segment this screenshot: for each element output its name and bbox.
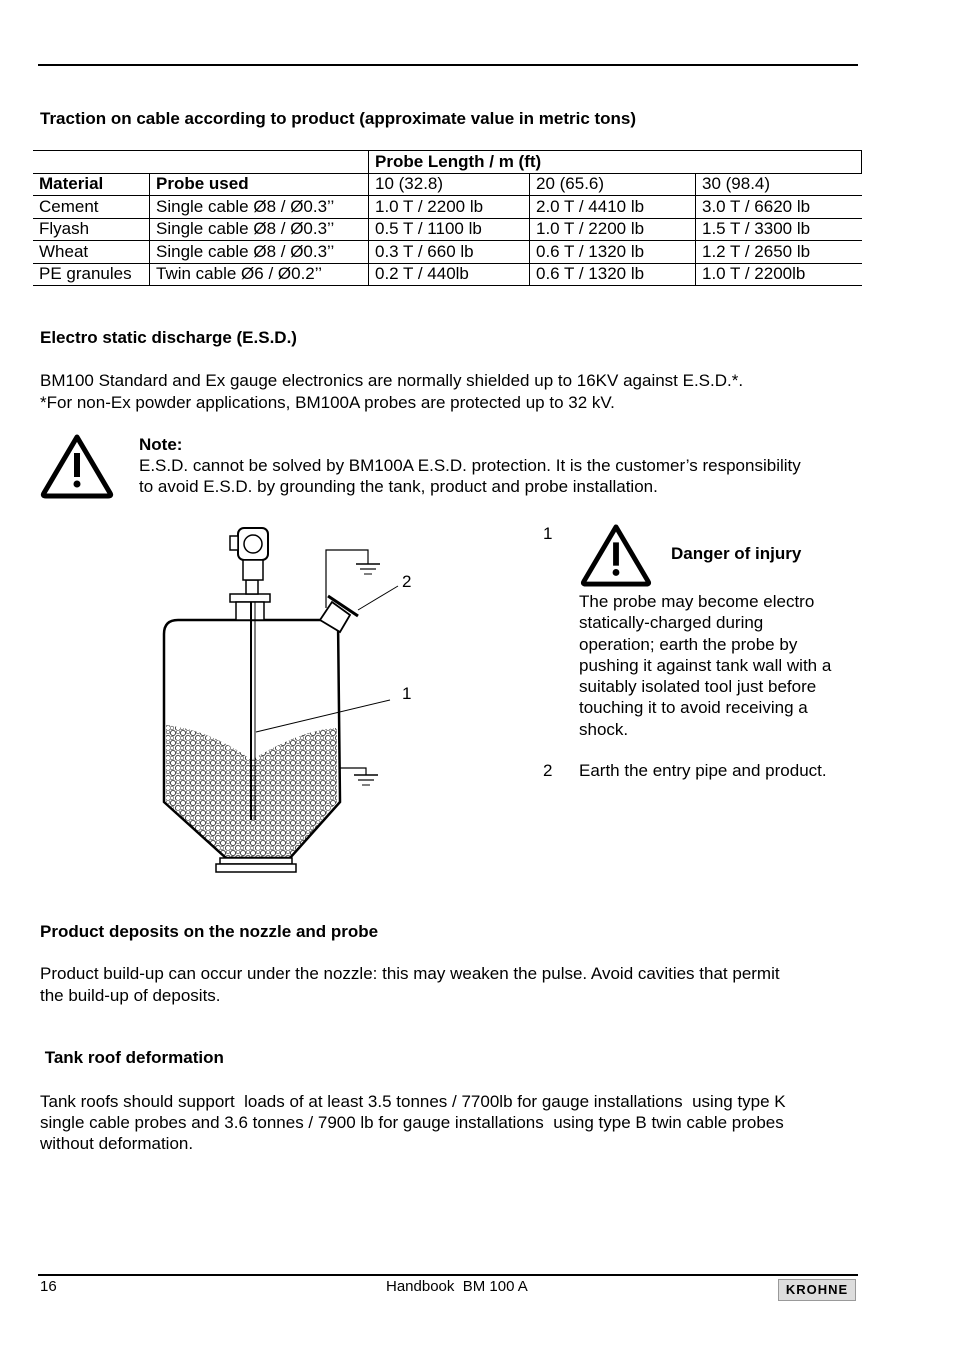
table-group-header: Probe Length / m (ft) (369, 151, 862, 174)
top-rule (38, 64, 858, 66)
table-cell: Twin cable Ø6 / Ø0.2’’ (150, 263, 369, 286)
table-cell: 1.2 T / 2650 lb (696, 241, 862, 264)
section-title-roof: Tank roof deformation (40, 1048, 224, 1067)
figure-callout-2: 2 (402, 572, 412, 591)
section-title-deposits: Product deposits on the nozzle and probe (40, 922, 379, 941)
table-header-cell: 10 (32.8) (369, 173, 530, 196)
table-row (33, 241, 862, 264)
roof-text-line2: single cable probes and 3.6 tonnes / 7900 lb for gauge installations using type B twin cable probes (40, 1113, 784, 1132)
note-label: Note: (139, 435, 183, 454)
legend-item1-number: 1 (543, 524, 553, 543)
table-cell: 0.2 T / 440lb (369, 263, 530, 286)
table-cell: 1.0 T / 2200lb (696, 263, 862, 286)
note-text-line2: to avoid E.S.D. by grounding the tank, product and probe installation. (139, 477, 658, 496)
section-title-esd: Electro static discharge (E.S.D.) (40, 328, 297, 347)
table-row (33, 263, 862, 286)
krohne-logo: KROHNE (778, 1279, 856, 1301)
bottom-flange (220, 858, 292, 864)
table-header-cell: Probe used (150, 173, 369, 196)
table-header-cell: 20 (65.6) (530, 173, 696, 196)
traction-table (33, 150, 862, 286)
table-cell: 2.0 T / 4410 lb (530, 196, 696, 219)
table-cell: Single cable Ø8 / Ø0.3’’ (150, 241, 369, 264)
bottom-rule (38, 1274, 858, 1276)
legend-line: The probe may become electro (579, 592, 815, 611)
legend-line: statically-charged during (579, 613, 764, 633)
table-header-cell: Material (33, 173, 150, 196)
table-cell: 0.6 T / 1320 lb (530, 241, 696, 264)
table-cell: PE granules (33, 263, 150, 286)
table-cell: 1.0 T / 2200 lb (369, 196, 530, 219)
section-title-traction: Traction on cable according to product (approximate value in metric tons) (40, 109, 637, 128)
legend-line: suitably isolated tool just before (579, 677, 817, 697)
roof-text-line3: without deformation. (40, 1134, 194, 1153)
legend-line: touching it to avoid receiving a (579, 698, 808, 718)
roof-text-line1: Tank roofs should support loads of at least 3.5 tonnes / 7700lb for gauge installations using type K (40, 1092, 786, 1111)
legend-line: operation; earth the probe by (579, 634, 798, 654)
table-cell: Single cable Ø8 / Ø0.3’’ (150, 218, 369, 241)
esd-text-line2: *For non-Ex powder applications, BM100A probes are protected up to 32 kV. (40, 393, 615, 412)
table-empty-cell (33, 151, 369, 174)
danger-icon (578, 523, 654, 587)
deposits-text-line1: Product build-up can occur under the nozzle: this may weaken the pulse. Avoid cavities that permit (40, 964, 780, 983)
table-cell: Cement (33, 196, 150, 219)
table-header-row (33, 173, 862, 196)
table-header-cell: 30 (98.4) (696, 173, 862, 196)
tank-diagram (150, 520, 430, 882)
legend-line: shock. (579, 719, 629, 739)
table-row (33, 196, 862, 219)
table-group-header-row (33, 151, 862, 174)
table-cell: Flyash (33, 218, 150, 241)
legend-line: pushing it against tank wall with a (579, 655, 832, 675)
table-cell: Wheat (33, 241, 150, 264)
legend-item2-text: Earth the entry pipe and product. (579, 761, 827, 780)
esd-text-line1: BM100 Standard and Ex gauge electronics are normally shielded up to 16KV against E.S.D.*. (40, 371, 744, 390)
danger-title: Danger of injury (671, 544, 802, 563)
table-cell: 1.0 T / 2200 lb (530, 218, 696, 241)
deposits-text-line2: the build-up of deposits. (40, 986, 221, 1005)
table-cell: 0.3 T / 660 lb (369, 241, 530, 264)
footer-title: Handbook BM 100 A (386, 1278, 528, 1295)
table-cell: Single cable Ø8 / Ø0.3’’ (150, 196, 369, 219)
top-flange (230, 594, 270, 602)
legend-item1-text (579, 591, 831, 740)
figure-callout-1: 1 (402, 684, 412, 703)
table-cell: 3.0 T / 6620 lb (696, 196, 862, 219)
page-number: 16 (40, 1278, 57, 1295)
table-cell: 0.5 T / 1100 lb (369, 218, 530, 241)
note-text-line1: E.S.D. cannot be solved by BM100A E.S.D. protection. It is the customer’s responsibility (139, 456, 801, 475)
warning-icon (40, 433, 114, 499)
table-row (33, 218, 862, 241)
table-cell: 0.6 T / 1320 lb (530, 263, 696, 286)
legend-item2-number: 2 (543, 761, 553, 780)
table-cell: 1.5 T / 3300 lb (696, 218, 862, 241)
